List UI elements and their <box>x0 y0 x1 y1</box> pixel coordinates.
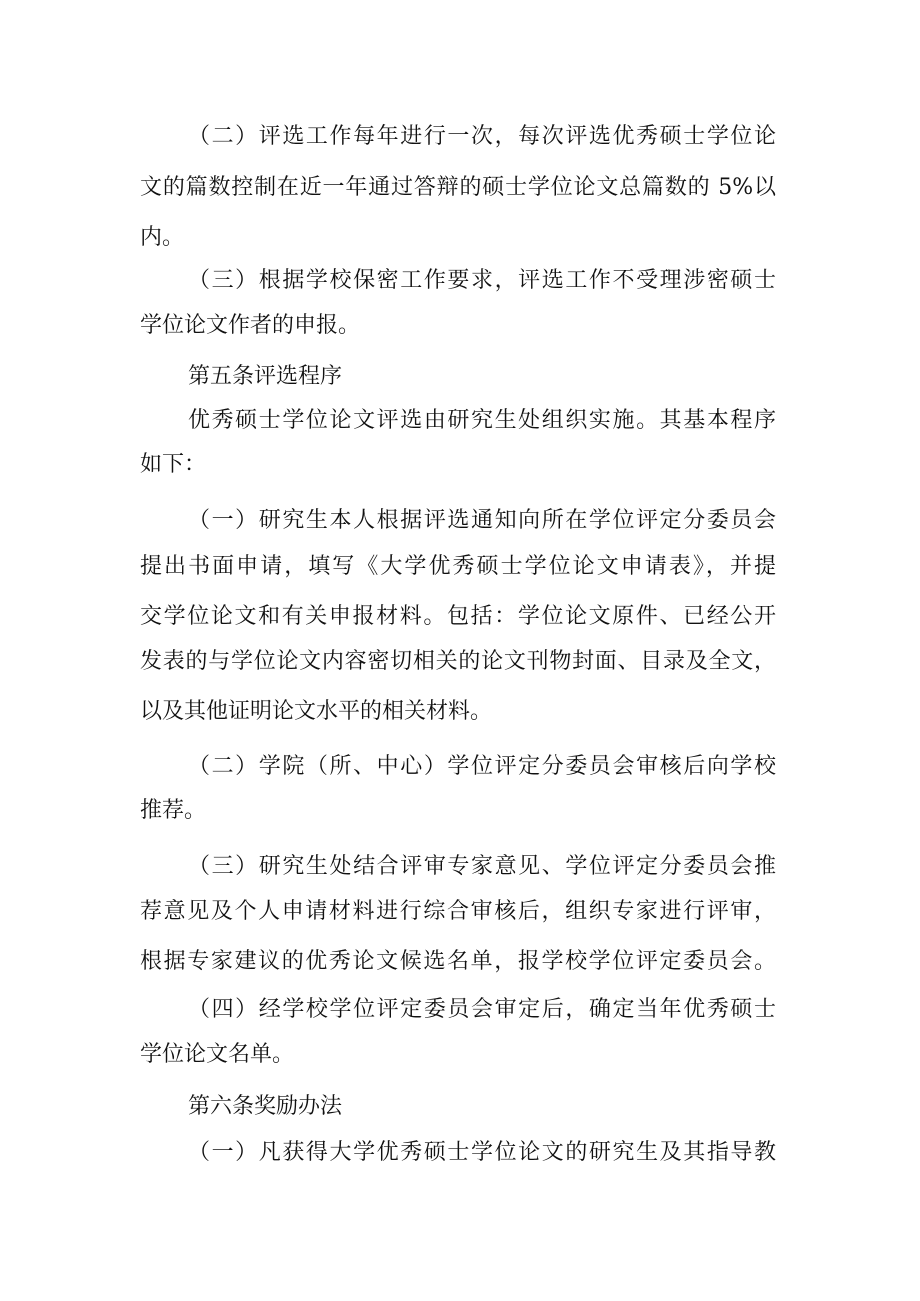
text-line: 以及其他证明论文水平的相关材料。 <box>140 699 493 724</box>
text-line: （二）评选工作每年进行一次，每次评选优秀硕士学位论 <box>188 124 776 149</box>
text-line: （三）研究生处结合评审专家意见、学位评定分委员会推 <box>188 854 776 879</box>
text-line: （一）凡获得大学优秀硕士学位论文的研究生及其指导教 <box>188 1140 776 1165</box>
text-line: （一）研究生本人根据评选通知向所在学位评定分委员会 <box>188 508 776 533</box>
text-line: 文的篇数控制在近一年通过答辩的硕士学位论文总篇数的 5%以 <box>140 175 776 200</box>
text-line: 发表的与学位论文内容密切相关的论文刊物封面、目录及全文， <box>140 649 776 674</box>
text-line: （三）根据学校保密工作要求，评选工作不受理涉密硕士 <box>188 268 776 293</box>
text-line: 推荐。 <box>140 798 207 823</box>
text-line: 优秀硕士学位论文评选由研究生处组织实施。其基本程序 <box>188 408 776 433</box>
text-line: 提出书面申请，填写《大学优秀硕士学位论文申请表》，并提 <box>140 554 776 579</box>
text-line: 根据专家建议的优秀论文候选名单，报学校学位评定委员会。 <box>140 949 776 974</box>
text-line: （四）经学校学位评定委员会审定后，确定当年优秀硕士 <box>188 997 776 1022</box>
text-line: 交学位论文和有关申报材料。包括：学位论文原件、已经公开 <box>140 604 776 629</box>
text-line: 学位论文作者的申报。 <box>140 313 361 338</box>
text-line: 内。 <box>140 225 185 250</box>
text-line: （二）学院（所、中心）学位评定分委员会审核后向学校 <box>188 754 776 779</box>
text-line: 学位论文名单。 <box>140 1042 295 1067</box>
text-line: 第六条奖励办法 <box>188 1094 343 1119</box>
text-line: 荐意见及个人申请材料进行综合审核后，组织专家进行评审， <box>140 899 776 924</box>
text-line: 如下： <box>140 452 207 477</box>
text-line: 第五条评选程序 <box>188 364 343 389</box>
